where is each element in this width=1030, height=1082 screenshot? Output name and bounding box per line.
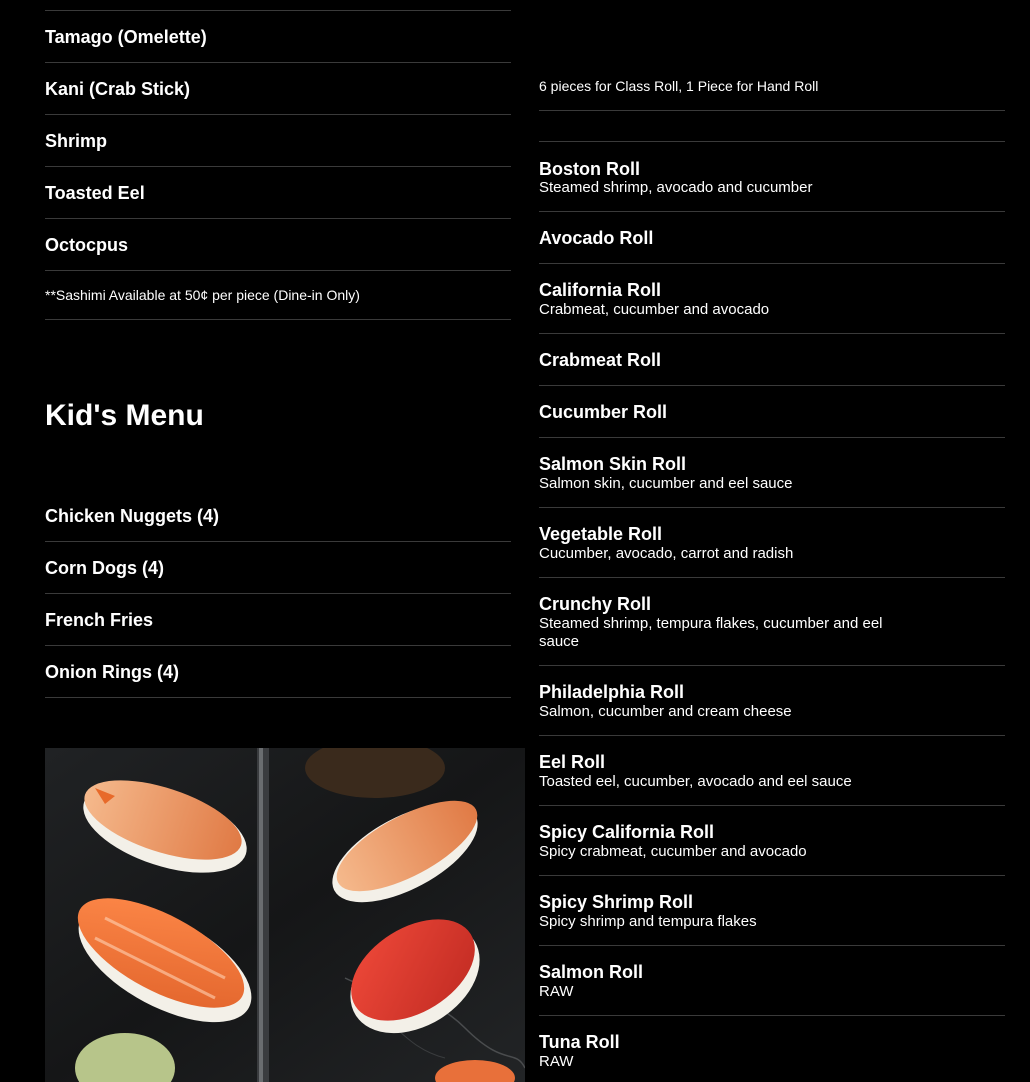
menu-item-name: Tamago (Omelette) [45, 27, 207, 47]
menu-item-name: Kani (Crab Stick) [45, 79, 191, 99]
menu-item [45, 115, 511, 167]
roll-item [539, 438, 1005, 508]
roll-description: Spicy crabmeat, cucumber and avocado [539, 843, 807, 860]
kids-menu-heading: Kid's Menu [45, 399, 204, 432]
kids-menu-item [45, 490, 511, 542]
roll-description: RAW [539, 983, 574, 1000]
roll-description: Toasted eel, cucumber, avocado and eel sauce [539, 773, 852, 790]
menu-item [45, 63, 511, 115]
roll-name: Boston Roll [539, 159, 640, 179]
roll-name: Tuna Roll [539, 1032, 620, 1052]
menu-item-name: Corn Dogs (4) [45, 558, 164, 578]
kids-menu-item [45, 594, 511, 646]
kids-menu-item [45, 646, 511, 698]
menu-item-name: French Fries [45, 610, 154, 630]
roll-name: Spicy California Roll [539, 822, 715, 842]
roll-name: Philadelphia Roll [539, 682, 685, 702]
roll-item [539, 334, 1005, 386]
menu-item-name: Chicken Nuggets (4) [45, 506, 220, 526]
menu-item-name: Toasted Eel [45, 183, 145, 203]
roll-name: Crabmeat Roll [539, 350, 662, 370]
roll-item [539, 386, 1005, 438]
roll-name: Avocado Roll [539, 228, 654, 248]
roll-item [539, 212, 1005, 264]
sushi-photo [45, 748, 525, 1082]
menu-item [45, 219, 511, 271]
roll-item [539, 578, 1005, 666]
menu-item-name: Onion Rings (4) [45, 662, 179, 682]
roll-name: Eel Roll [539, 752, 606, 772]
roll-name: Salmon Roll [539, 962, 644, 982]
menu-item [45, 167, 511, 219]
roll-item [539, 264, 1005, 334]
roll-description: Spicy shrimp and tempura flakes [539, 913, 757, 930]
menu-item-name: Octocpus [45, 235, 129, 255]
roll-item [539, 1016, 1005, 1082]
roll-item [539, 142, 1005, 212]
roll-name: Salmon Skin Roll [539, 454, 687, 474]
roll-item [539, 806, 1005, 876]
roll-description: Cucumber, avocado, carrot and radish [539, 545, 794, 562]
menu-item-name: Shrimp [45, 131, 108, 151]
sashimi-note-text: **Sashimi Available at 50¢ per piece (Dine-in Only) [45, 287, 360, 303]
roll-description: Salmon, cucumber and cream cheese [539, 703, 792, 720]
sushi-photo-icon [45, 748, 525, 1082]
roll-name: Cucumber Roll [539, 402, 668, 422]
roll-name: Spicy Shrimp Roll [539, 892, 694, 912]
kids-menu-item [45, 542, 511, 594]
roll-description: RAW [539, 1053, 574, 1070]
sashimi-note [45, 270, 511, 320]
roll-item [539, 666, 1005, 736]
menu-item [45, 11, 511, 63]
roll-name: California Roll [539, 280, 662, 300]
roll-item [539, 508, 1005, 578]
roll-description: Steamed shrimp, avocado and cucumber [539, 179, 813, 196]
roll-description: Crabmeat, cucumber and avocado [539, 301, 770, 318]
roll-description: Steamed shrimp, tempura flakes, cucumber and eel sauce [539, 615, 883, 650]
roll-description: Salmon skin, cucumber and eel sauce [539, 475, 793, 492]
roll-name: Vegetable Roll [539, 524, 663, 544]
divider [539, 110, 1005, 111]
roll-item [539, 736, 1005, 806]
roll-item [539, 876, 1005, 946]
roll-name: Crunchy Roll [539, 594, 652, 614]
pieces-note: 6 pieces for Class Roll, 1 Piece for Hand Roll [539, 78, 819, 94]
roll-item [539, 946, 1005, 1016]
